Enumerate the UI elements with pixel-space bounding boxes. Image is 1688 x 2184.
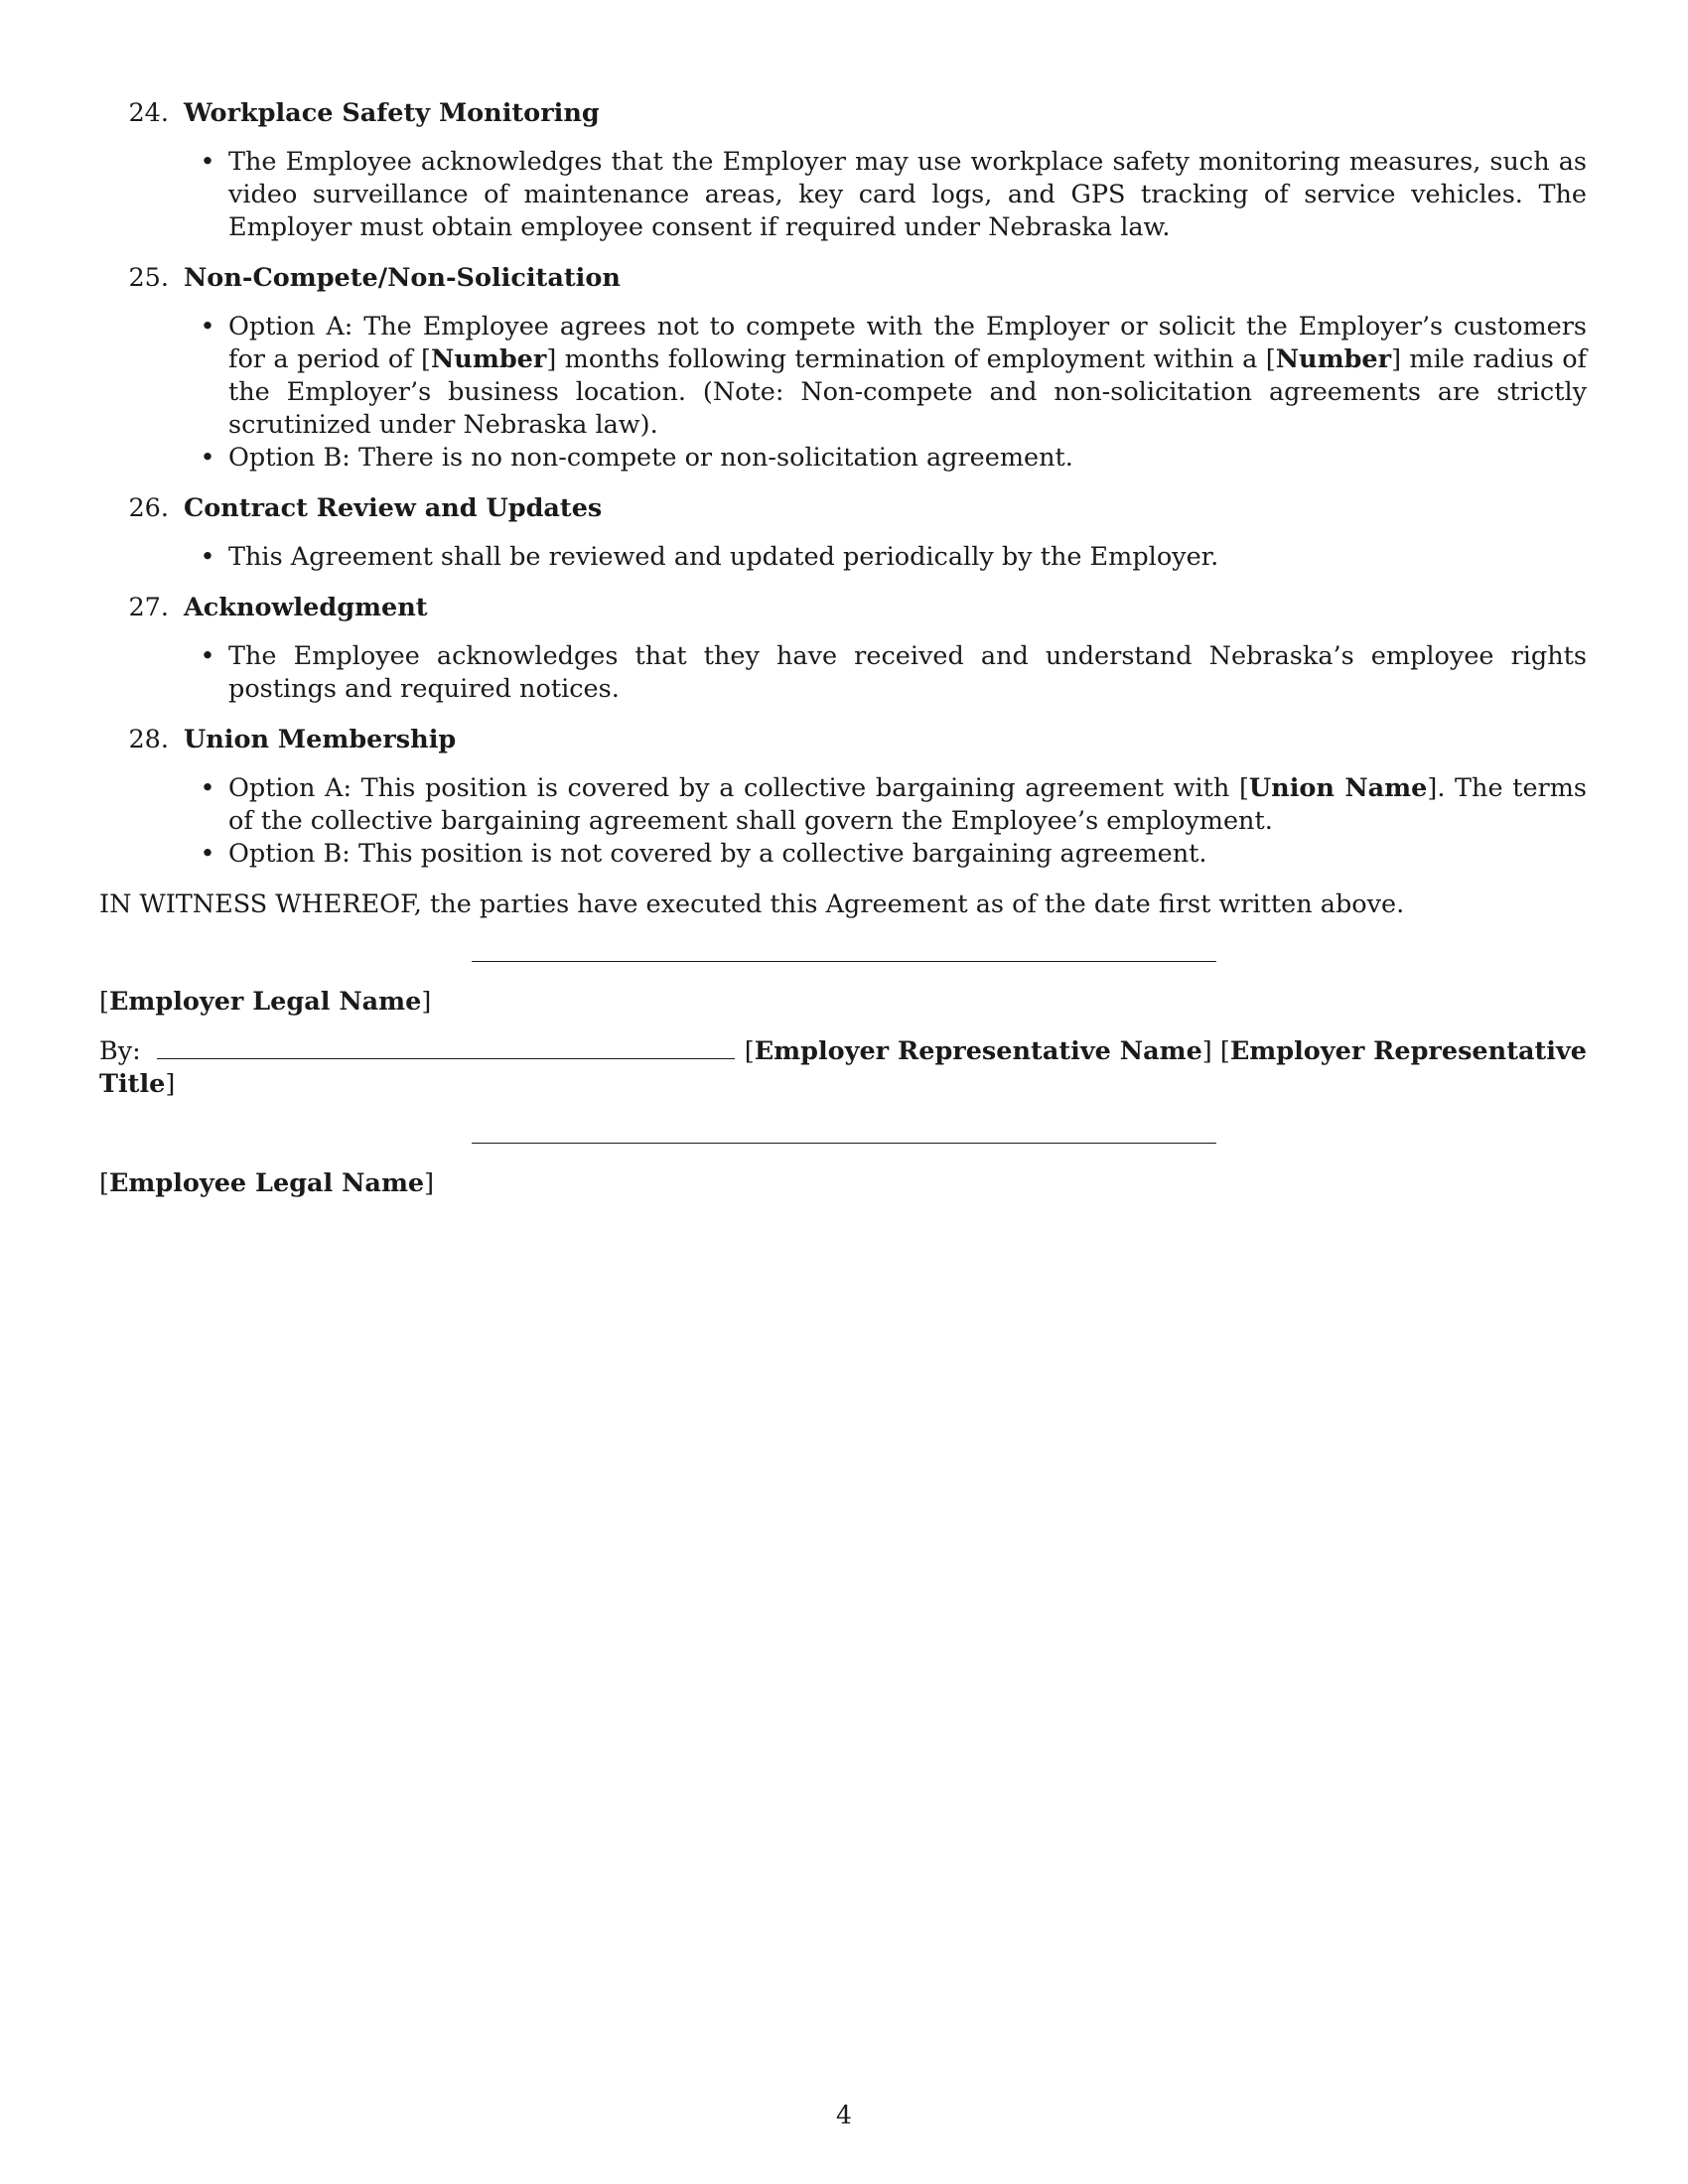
section-28 bbox=[99, 724, 1587, 871]
placeholder-number: Number bbox=[431, 344, 547, 374]
bullet-icon: • bbox=[200, 147, 215, 177]
section-25 bbox=[99, 262, 1587, 475]
section-title: Workplace Safety Monitoring bbox=[184, 98, 600, 128]
placeholder-union-name: Union Name bbox=[1248, 773, 1428, 803]
employee-legal-name: [Employee Legal Name] bbox=[99, 1168, 435, 1198]
placeholder-number: Number bbox=[1275, 344, 1392, 374]
by-signature-blank bbox=[157, 1036, 735, 1059]
bullet-icon: • bbox=[200, 312, 215, 341]
section-title: Union Membership bbox=[184, 725, 457, 754]
section-number: 28. bbox=[128, 725, 169, 754]
section-title: Contract Review and Updates bbox=[184, 493, 603, 523]
bullet-icon: • bbox=[200, 839, 215, 869]
bullet-icon: • bbox=[200, 641, 215, 671]
employer-representative-name: Employer Representative Name bbox=[754, 1036, 1202, 1066]
employer-signature-line bbox=[472, 961, 1216, 962]
section-number: 24. bbox=[128, 98, 169, 128]
bullet-text: Option B: This position is not covered by a collective bargaining agreement. bbox=[228, 839, 1207, 869]
bullet-list bbox=[99, 772, 1587, 871]
list-item bbox=[99, 772, 1587, 838]
section-number: 26. bbox=[128, 493, 169, 523]
employer-representative-title: Employer Representative bbox=[1229, 1036, 1587, 1066]
bullet-icon: • bbox=[200, 443, 215, 473]
bullet-icon: • bbox=[200, 542, 215, 572]
list-item bbox=[99, 838, 1587, 871]
witness-clause: IN WITNESS WHEREOF, the parties have executed this Agreement as of the date first written above. bbox=[99, 889, 1405, 919]
bullet-text: ]. The terms of the collective bargaining agreement shall govern the Employee’s employment. bbox=[228, 773, 1587, 836]
section-24 bbox=[99, 97, 1587, 244]
section-heading bbox=[99, 592, 1587, 624]
bullet-text: Option B: There is no non-compete or non-solicitation agreement. bbox=[228, 443, 1073, 473]
section-heading bbox=[99, 97, 1587, 130]
page-number: 4 bbox=[836, 2101, 852, 2129]
list-item bbox=[99, 541, 1587, 574]
bullet-text: Option A: The Employee agrees not to compete with the Employer or solicit the Employer’s customers for a period of [ bbox=[228, 312, 1587, 374]
bullet-text: Option A: This position is covered by a collective bargaining agreement with [ bbox=[228, 773, 1249, 803]
section-heading bbox=[99, 262, 1587, 295]
employee-signature-line bbox=[472, 1143, 1216, 1144]
bullet-text: The Employee acknowledges that they have received and understand Nebraska’s employee rights postings and required notices. bbox=[228, 641, 1587, 704]
section-27 bbox=[99, 592, 1587, 706]
bullet-list bbox=[99, 640, 1587, 706]
section-number: 25. bbox=[128, 263, 169, 293]
section-title: Acknowledgment bbox=[184, 593, 428, 622]
list-item bbox=[99, 146, 1587, 244]
section-title: Non-Compete/Non-Solicitation bbox=[184, 263, 621, 293]
section-26 bbox=[99, 492, 1587, 574]
bullet-icon: • bbox=[200, 773, 215, 803]
by-label: By: bbox=[99, 1036, 141, 1066]
list-item bbox=[99, 442, 1587, 475]
bullet-text: ] mile radius of the Employer’s business location. (Note: Non-compete and non-solicitation agreements are strictly scrutinized under Nebraska law). bbox=[228, 344, 1587, 440]
section-heading bbox=[99, 724, 1587, 756]
list-item bbox=[99, 311, 1587, 442]
bullet-text: The Employee acknowledges that the Employer may use workplace safety monitoring measures, such as video surveillance of maintenance areas, key card logs, and GPS tracking of service vehicles. The Employer must obtain employee consent if required under Nebraska law. bbox=[228, 147, 1587, 242]
bullet-list bbox=[99, 146, 1587, 244]
section-heading bbox=[99, 492, 1587, 525]
employer-legal-name: [Employer Legal Name] bbox=[99, 987, 432, 1017]
bullet-list bbox=[99, 311, 1587, 475]
document-page bbox=[99, 97, 1587, 1200]
bullet-list bbox=[99, 541, 1587, 574]
bullet-text: ] months following termination of employment within a [ bbox=[546, 344, 1276, 374]
bullet-text: This Agreement shall be reviewed and updated periodically by the Employer. bbox=[228, 542, 1219, 572]
employer-by-row: By: [Employer Representative Name] [Employer Representative Title] bbox=[99, 1036, 1587, 1099]
section-number: 27. bbox=[128, 593, 169, 622]
list-item bbox=[99, 640, 1587, 706]
employer-representative-title-cont: Title bbox=[99, 1069, 166, 1099]
